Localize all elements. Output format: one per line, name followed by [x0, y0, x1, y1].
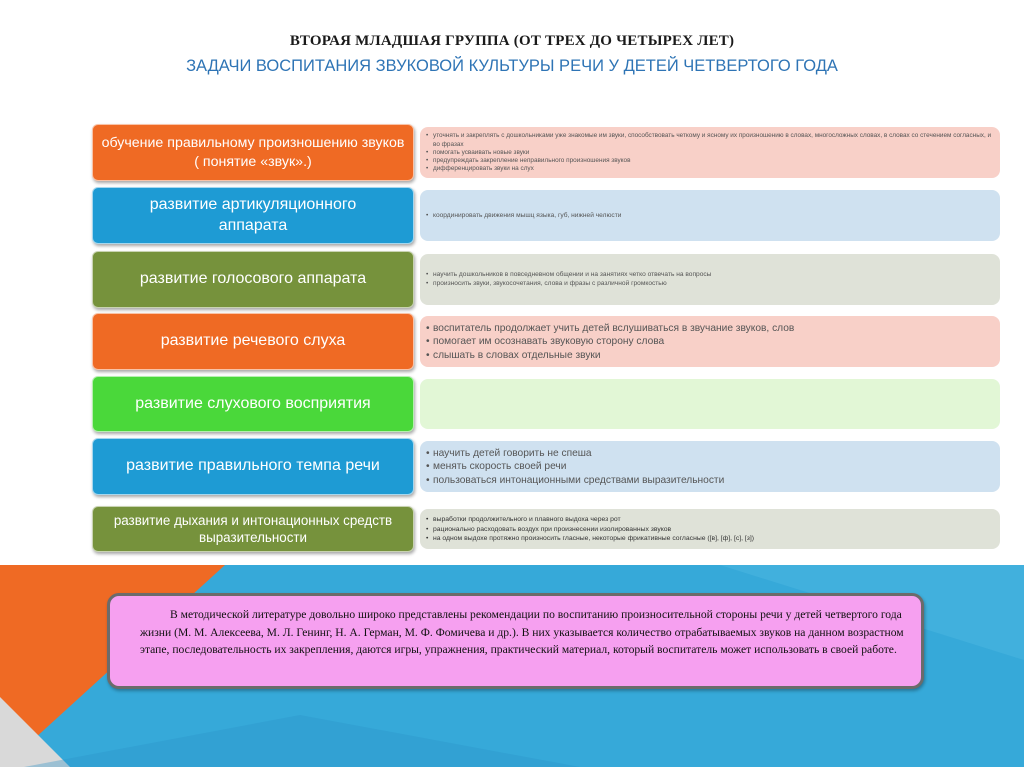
task-detail-item: • научить детей говорить не спеша — [426, 447, 994, 460]
task-details — [420, 190, 1000, 241]
task-detail-item: • предупреждать закрепление неправильного произношения звуков — [426, 157, 994, 165]
task-row-breathing — [92, 506, 1000, 552]
task-label: развитие артикуляционного аппарата — [92, 187, 414, 244]
task-detail-item: • произносить звуки, звукосочетания, слова и фразы с различной громкостью — [426, 280, 994, 289]
task-detail-item: • воспитатель продолжает учить детей вслушиваться в звучание звуков, слов — [426, 322, 994, 335]
task-detail-item: • слышать в словах отдельные звуки — [426, 349, 994, 362]
task-row-pronunciation — [92, 124, 1000, 181]
task-row-auditory-perception — [92, 376, 1000, 432]
task-detail-item: • рационально расходовать воздух при произнесении изолированных звуков — [426, 525, 994, 534]
task-row-speech-tempo — [92, 438, 1000, 495]
task-details — [420, 316, 1000, 367]
page-title: ВТОРАЯ МЛАДШАЯ ГРУППА (ОТ ТРЕХ ДО ЧЕТЫРЕХ ЛЕТ) — [289, 33, 735, 49]
task-detail-item: • уточнять и закреплять с дошкольниками уже знакомые им звуки, способствовать четкому и ясному их произношению в словах, многосложных словах, в словах со стечением согласных, и во фразах — [426, 132, 994, 149]
task-detail-item: • пользоваться интонационными средствами выразительности — [426, 474, 994, 487]
task-label: обучение правильному произношению звуков ( понятие «звук».) — [92, 124, 414, 181]
task-label: развитие речевого слуха — [92, 313, 414, 370]
methodology-note: В методической литературе довольно широко представлены рекомендации по воспитанию произносительной стороны речи у детей четвертого года жизни (М. М. Алексеева, М. Л. Генинг, Н. А. Герман, М. Ф. Фомичева и др.). В них указывается количество отрабатываемых звуков на данном возрастном этапе, последовательность их закрепления, даются игры, упражнения, практический материал, который воспитатель может использовать в своей работе. — [107, 593, 924, 689]
task-row-speech-hearing — [92, 313, 1000, 370]
task-detail-item: • помогать усваивать новые звуки — [426, 149, 994, 157]
task-label: развитие дыхания и интонационных средств выразительности — [92, 506, 414, 552]
task-detail-item: • на одном выдохе протяжно произносить гласные, некоторые фрикативные согласные ([в], [ф], [с], [з]) — [426, 534, 994, 543]
task-label: развитие слухового восприятия — [92, 376, 414, 432]
task-details — [420, 379, 1000, 429]
task-row-articulation — [92, 187, 1000, 244]
task-row-voice — [92, 251, 1000, 308]
task-label: развитие голосового аппарата — [92, 251, 414, 308]
task-detail-item: • выработки продолжительного и плавного выдоха через рот — [426, 515, 994, 524]
task-detail-item: • научить дошкольников в повседневном общении и на занятиях четко отвечать на вопросы — [426, 271, 994, 280]
task-details — [420, 254, 1000, 305]
task-detail-item: • менять скорость своей речи — [426, 460, 994, 473]
task-detail-item: • дифференцировать звуки на слух — [426, 165, 994, 173]
task-details — [420, 441, 1000, 492]
page-subtitle: ЗАДАЧИ ВОСПИТАНИЯ ЗВУКОВОЙ КУЛЬТУРЫ РЕЧИ У ДЕТЕЙ ЧЕТВЕРТОГО ГОДА — [186, 57, 838, 75]
task-label: развитие правильного темпа речи — [92, 438, 414, 495]
task-detail-item: • помогает им осознавать звуковую сторону слова — [426, 335, 994, 348]
task-detail-item: • координировать движения мышц языка, губ, нижней челюсти — [426, 212, 994, 221]
task-details — [420, 509, 1000, 549]
task-details — [420, 127, 1000, 178]
